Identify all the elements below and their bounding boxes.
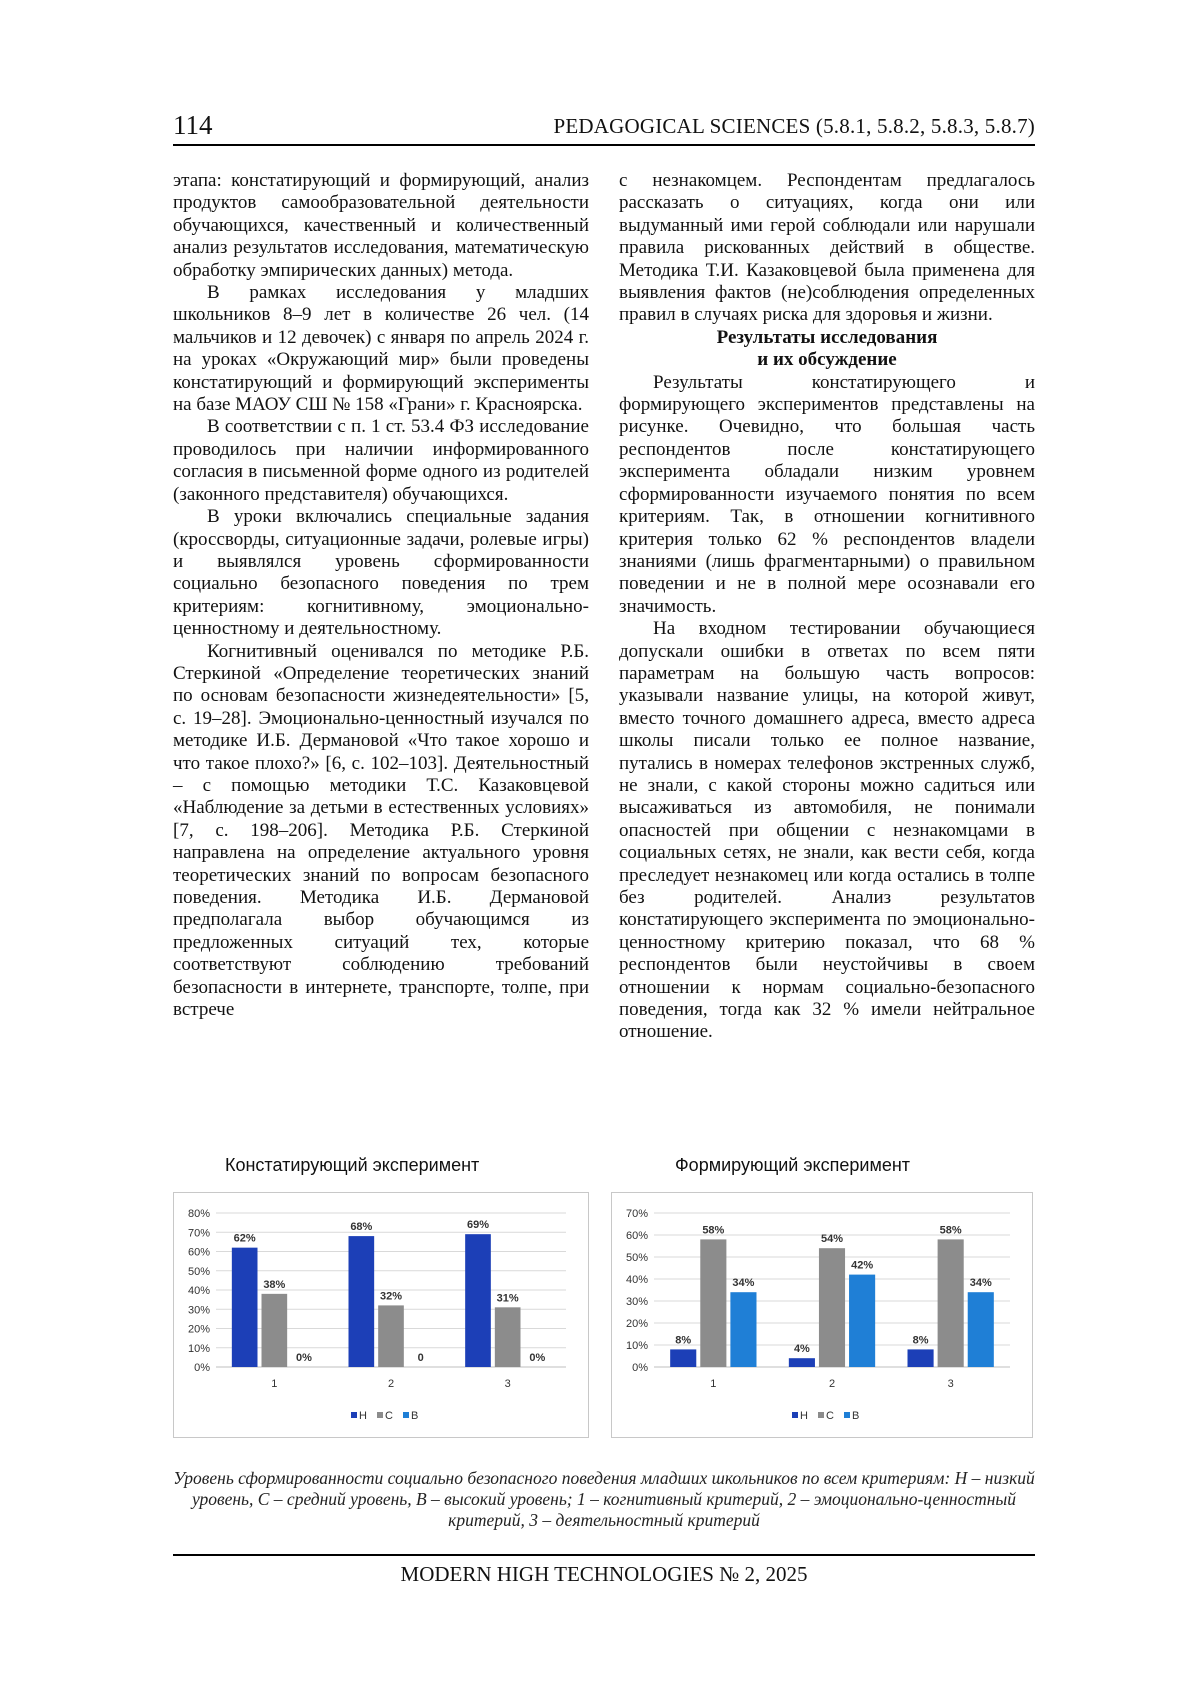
- legend-swatch-С: [377, 1412, 383, 1418]
- bar-Н: [908, 1349, 934, 1367]
- data-label: 32%: [379, 1290, 403, 1303]
- data-label: 62%: [233, 1232, 256, 1245]
- data-label: 69%: [466, 1219, 490, 1232]
- right-column-results-text: [619, 372, 1035, 1044]
- data-label: 34%: [732, 1277, 755, 1290]
- bar-В: [968, 1292, 994, 1367]
- bar-Н: [232, 1248, 258, 1367]
- page-number: 114: [173, 110, 213, 140]
- data-label: 68%: [350, 1221, 373, 1234]
- y-tick-label: 50%: [625, 1252, 648, 1264]
- data-label: 42%: [851, 1259, 874, 1272]
- ascertaining-chart-svg: [174, 1193, 588, 1437]
- y-tick-label: 30%: [625, 1296, 648, 1308]
- journal-section-title: PEDAGOGICAL SCIENCES (5.8.1, 5.8.2, 5.8.3, 5.8.7): [553, 114, 1035, 138]
- right-text-column: [619, 170, 1035, 1044]
- right-column-paragraph: с незнакомцем. Респондентам предлагалось рассказать о ситуациях, когда они или выдуманный ими герой соблюдали или нарушали правила рискованных действий в обществе. Методика Т.И. Казаковцевой была применена для выявления фактов (не)соблюдения определенных правил в случаях риска для здоровья и жизни.: [619, 170, 1035, 326]
- data-label: 38%: [263, 1278, 286, 1291]
- bar-С: [262, 1294, 288, 1367]
- section-heading: Результаты исследования и их обсуждение: [716, 326, 938, 371]
- right-chart-title: Формирующий эксперимент: [675, 1155, 911, 1175]
- y-tick-label: 40%: [187, 1285, 210, 1297]
- bar-С: [378, 1305, 404, 1367]
- legend-swatch-Н: [792, 1412, 798, 1418]
- x-tick-label: 2: [387, 1378, 395, 1390]
- formative-chart-svg: [612, 1193, 1032, 1437]
- left-column-paragraph: Когнитивный оценивался по методике Р.Б. Стеркиной «Определение теоретических знаний по основам безопасности жизнедеятельности» [5, с. 19–28]. Эмоционально-ценностный изучался по методике И.Б. Дермановой «Что такое хорошо и что такое плохо?» [6, с. 102–103]. Деятельностный – с помощью методики Т.С. Казаковцевой «Наблюдение за детьми в естественных условиях» [7, с. 198–206]. Методика Р.Б. Стеркиной направлена на определение актуального уровня теоретических знаний по вопросам безопасного поведения. Методика И.Б. Дермановой предполагала выбор обучающимся из предложенных ситуаций тех, которые соответствуют соблюдению требований безопасности в интернете, транспорте, толпе, при встрече: [173, 640, 589, 1021]
- data-label: 34%: [969, 1277, 992, 1290]
- y-tick-label: 70%: [625, 1208, 648, 1220]
- bar-Н: [465, 1234, 491, 1367]
- y-tick-label: 10%: [625, 1340, 648, 1352]
- data-label: 58%: [702, 1224, 725, 1237]
- x-tick-label: 1: [710, 1378, 717, 1390]
- left-text-column: [173, 170, 589, 1021]
- data-label: 0: [417, 1352, 424, 1364]
- legend-label: С: [385, 1410, 393, 1422]
- legend-swatch-С: [818, 1412, 824, 1418]
- y-tick-label: 0%: [632, 1362, 648, 1374]
- bar-С: [938, 1239, 964, 1367]
- data-label: 8%: [912, 1334, 929, 1347]
- y-tick-label: 60%: [187, 1246, 210, 1259]
- data-label: 31%: [496, 1292, 519, 1305]
- y-tick-label: 20%: [625, 1318, 648, 1330]
- x-tick-label: 3: [504, 1378, 511, 1390]
- y-tick-label: 20%: [187, 1323, 210, 1336]
- legend-label: В: [852, 1410, 860, 1422]
- footer-journal-issue: MODERN HIGH TECHNOLOGIES № 2, 2025: [400, 1562, 808, 1586]
- results-paragraph: Результаты констатирующего и формирующего экспериментов представлены на рисунке. Очевидно, что большая часть респондентов после констатирующего эксперимента обладали низким уровнем сформированности изучаемого понятия по всем критериям. Так, в отношении когнитивного критерия только 62 % респондентов владели знаниями (лишь фрагментарными) о правильном поведении и не в полной мере осознавали его значимость.: [619, 371, 1035, 617]
- legend-swatch-Н: [351, 1412, 357, 1418]
- legend-swatch-В: [844, 1412, 850, 1418]
- y-tick-label: 10%: [187, 1342, 210, 1355]
- left-column-paragraph: В уроки включались специальные задания (кроссворды, ситуационные задачи, ролевые игры) и выявлялся уровень сформированности социально безопасного поведения по трем критериям: когнитивному, эмоционально-ценностному и деятельностному.: [173, 506, 589, 640]
- bar-Н: [349, 1236, 375, 1367]
- legend-label: Н: [359, 1410, 367, 1422]
- running-header: [173, 110, 1035, 146]
- y-tick-label: 80%: [187, 1208, 210, 1220]
- left-column-paragraph: В рамках исследования у младших школьников 8–9 лет в количестве 26 чел. (14 мальчиков и 12 девочек) с января по апрель 2024 г. на уроках «Окружающий мир» были проведены констатирующий и формирующий эксперименты на базе МАОУ СШ № 158 «Грани» г. Красноярска.: [173, 282, 589, 416]
- right-column-top-text: [619, 170, 1035, 327]
- running-footer: [173, 1554, 1035, 1586]
- x-tick-label: 2: [828, 1378, 836, 1390]
- results-paragraph: На входном тестировании обучающиеся допускали ошибки в ответах по всем пяти параметрам на большую часть вопросов: указывали название улицы, на которой живут, вместо точного домашнего адреса, вместо адреса школы писали только ее полное название, путались в номерах телефонов экстренных служб, не знали, с какой стороны можно садиться или высаживаться из автомобиля, не понимали опасностей при общении с незнакомцами в социальных сетях, не знали, как вести себя, когда преследует незнакомец или когда остались в толпе без родителей. Анализ результатов констатирующего эксперимента по эмоционально-ценностному критерию показал, что 68 % респондентов были неустойчивы в своем отношении к нормам социально-безопасного поведения, тогда как 32 % имели нейтральное отношение.: [619, 618, 1035, 1043]
- bar-С: [495, 1307, 521, 1367]
- formative-experiment-chart: [611, 1192, 1033, 1438]
- x-tick-label: 1: [271, 1378, 278, 1390]
- figure-caption: Уровень сформированности социально безопасного поведения младших школьников по всем критериям: Н – низкий уровень, С – средний уровень, В – высокий уровень; 1 – когнитивный критерий, 2 – эмоционально-ценностный критерий, 3 – деятельностный критерий: [173, 1468, 1035, 1530]
- data-label: 4%: [793, 1343, 810, 1356]
- legend-label: Н: [800, 1410, 808, 1422]
- bar-С: [700, 1239, 726, 1367]
- left-chart-title: Констатирующий эксперимент: [225, 1155, 480, 1175]
- y-tick-label: 60%: [625, 1230, 648, 1242]
- y-tick-label: 0%: [194, 1362, 210, 1374]
- bar-В: [730, 1292, 756, 1367]
- data-label: 0%: [529, 1352, 546, 1364]
- y-tick-label: 30%: [187, 1304, 210, 1317]
- bar-Н: [789, 1358, 815, 1367]
- bar-С: [819, 1248, 845, 1367]
- ascertaining-experiment-chart: [173, 1192, 589, 1438]
- data-label: 54%: [820, 1233, 844, 1246]
- data-label: 0%: [296, 1352, 312, 1364]
- x-tick-label: 3: [947, 1378, 954, 1390]
- left-column-paragraph: этапа: констатирующий и формирующий, анализ продуктов самообразовательной деятельности обучающихся, качественный и количественный анализ результатов исследования, математическую обработку эмпирических данных) метода.: [173, 170, 589, 281]
- legend-swatch-В: [403, 1412, 409, 1418]
- bar-В: [849, 1275, 875, 1367]
- y-tick-label: 40%: [625, 1274, 648, 1286]
- legend-label: С: [826, 1410, 834, 1422]
- y-tick-label: 50%: [187, 1265, 210, 1278]
- left-column-paragraph: В соответствии с п. 1 ст. 53.4 ФЗ исследование проводилось при наличии информированного согласия в письменной форме одного из родителей (законного представителя) обучающихся.: [173, 416, 589, 505]
- y-tick-label: 70%: [187, 1227, 210, 1240]
- data-label: 8%: [675, 1334, 692, 1347]
- legend-label: В: [411, 1410, 419, 1422]
- data-label: 58%: [939, 1224, 962, 1237]
- bar-Н: [670, 1349, 696, 1367]
